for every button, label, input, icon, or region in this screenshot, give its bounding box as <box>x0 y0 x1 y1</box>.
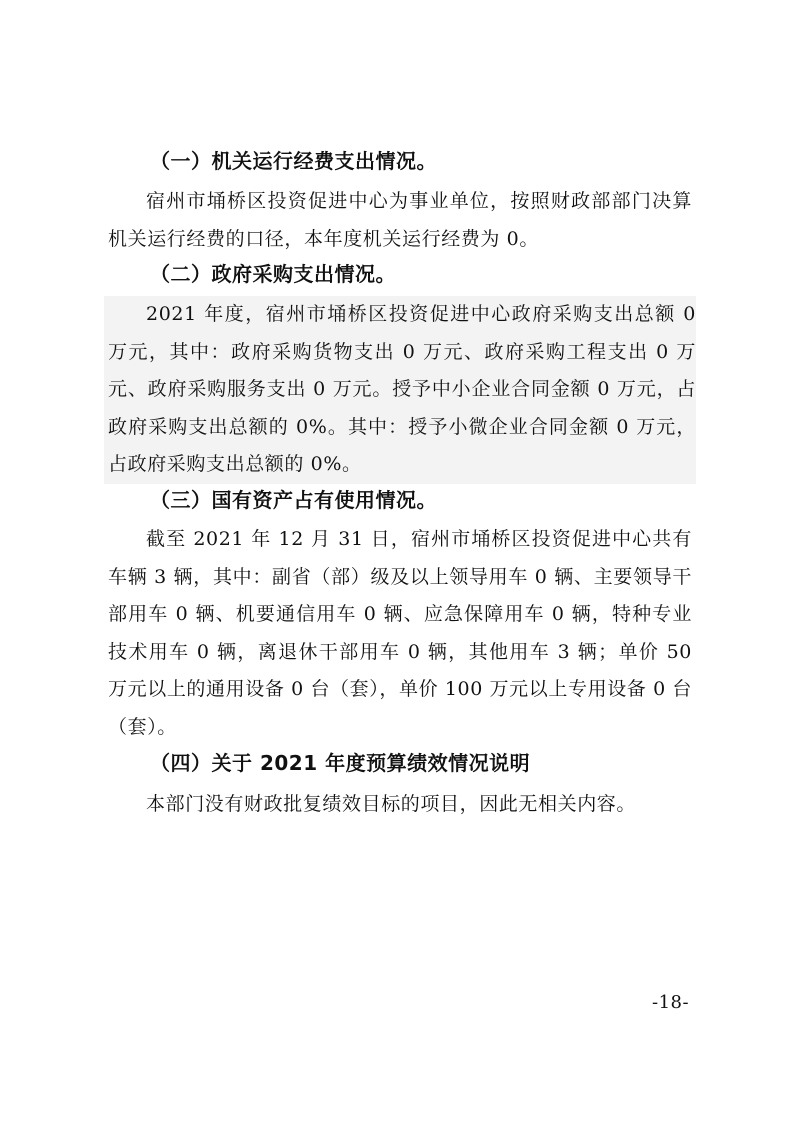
section-paragraph-4: 本部门没有财政批复绩效目标的项目，因此无相关内容。 <box>146 793 637 815</box>
section-paragraph-1: 宿州市埇桥区投资促进中心为事业单位，按照财政部部门决算机关运行经费的口径，本年度机关运行经费为 0。 <box>108 190 692 250</box>
section-heading-4: （四）关于 2021 年度预算绩效情况说明 <box>150 751 531 775</box>
section-paragraph-2: 2021 年度，宿州市埇桥区投资促进中心政府采购支出总额 0 万元，其中：政府采购货物支出 0 万元、政府采购工程支出 0 万元、政府采购服务支出 0 万元。授予中小企业合同金额 0 万元，占政府采购支出总额的 0%。其中：授予小微企业合同金额 0 万元，占政府采购支出总额的 0%。 <box>104 296 696 484</box>
section-paragraph-3: 截至 2021 年 12 月 31 日，宿州市埇桥区投资促进中心共有车辆 3 辆，其中：副省（部）级及以上领导用车 0 辆、主要领导干部用车 0 辆、机要通信用车 0 辆、应急保障用车 0 辆，特种专业技术用车 0 辆，离退休干部用车 0 辆，其他用车 3 辆；单价 50 万元以上的通用设备 0 台（套），单价 100 万元以上专用设备 0 台（套）。 <box>108 528 692 738</box>
page-number: -18- <box>652 992 690 1013</box>
section-heading-1: （一）机关运行经费支出情况。 <box>150 149 437 173</box>
section-heading-2: （二）政府采购支出情况。 <box>150 262 396 286</box>
section-heading-3: （三）国有资产占有使用情况。 <box>150 488 437 512</box>
